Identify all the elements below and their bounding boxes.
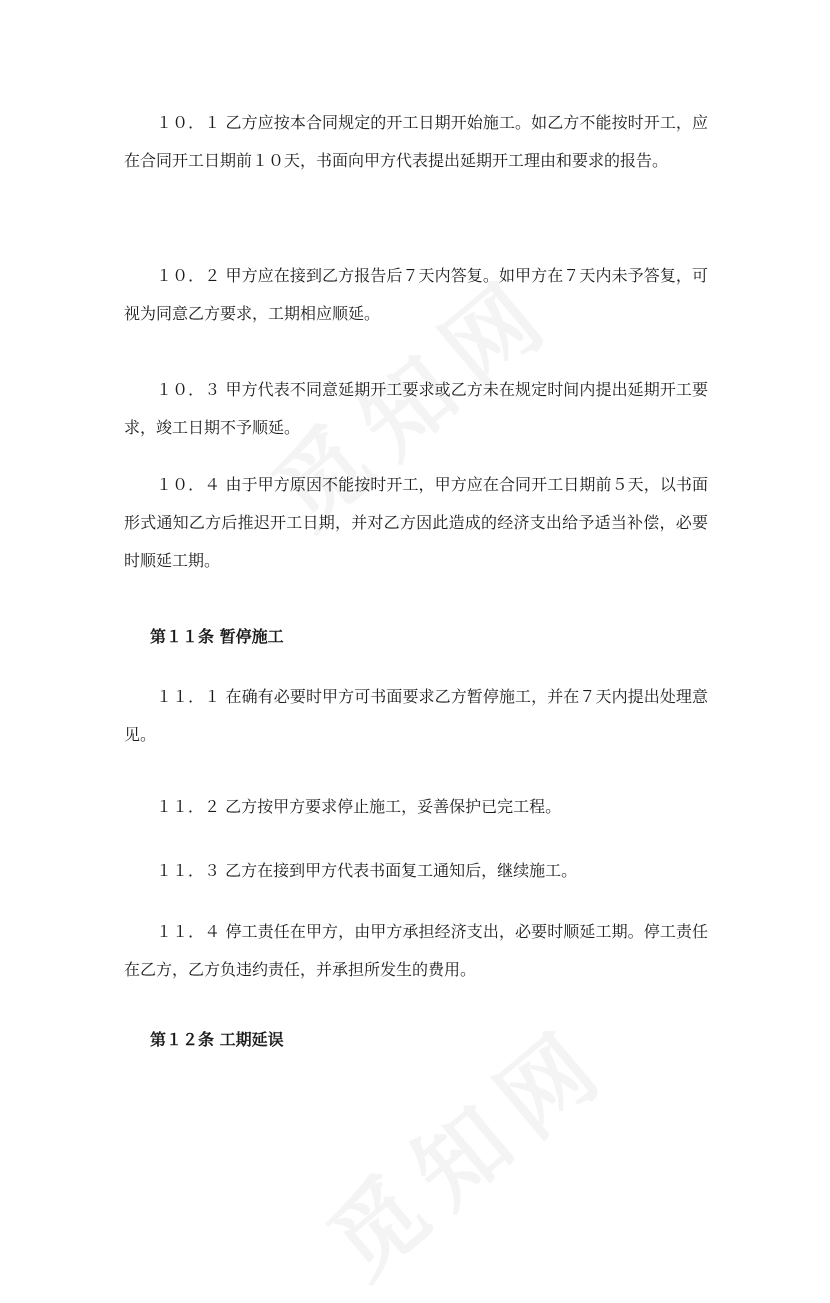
- clause-10-2: １０．２ 甲方应在接到乙方报告后７天内答复。如甲方在７天内未予答复，可视为同意乙方要求，工期相应顺延。: [124, 266, 708, 323]
- article-12-heading: 第１２条 工期延误: [150, 1030, 284, 1049]
- watermark: [296, 989, 634, 1302]
- clause-11-3: １１．３ 乙方在接到甲方代表书面复工通知后，继续施工。: [156, 861, 578, 880]
- clause-10-4: １０．４ 由于甲方原因不能按时开工，甲方应在合同开工日期前５天，以书面形式通知乙方后推迟开工日期，并对乙方因此造成的经济支出给予适当补偿，必要时顺延工期。: [124, 475, 708, 570]
- clause-10-1: １０．１ 乙方应按本合同规定的开工日期开始施工。如乙方不能按时开工，应在合同开工日期前１０天，书面向甲方代表提出延期开工理由和要求的报告。: [124, 113, 708, 170]
- clause-11-4: １１．４ 停工责任在甲方，由甲方承担经济支出，必要时顺延工期。停工责任在乙方，乙方负违约责任，并承担所发生的费用。: [124, 922, 708, 979]
- article-11-heading: 第１１条 暂停施工: [150, 627, 284, 646]
- clause-10-3: １０．３ 甲方代表不同意延期开工要求或乙方未在规定时间内提出延期开工要求，竣工日期不予顺延。: [124, 380, 708, 437]
- clause-11-1: １１．１ 在确有必要时甲方可书面要求乙方暂停施工，并在７天内提出处理意见。: [124, 687, 708, 744]
- clause-11-2: １１．２ 乙方按甲方要求停止施工，妥善保护已完工程。: [156, 797, 562, 816]
